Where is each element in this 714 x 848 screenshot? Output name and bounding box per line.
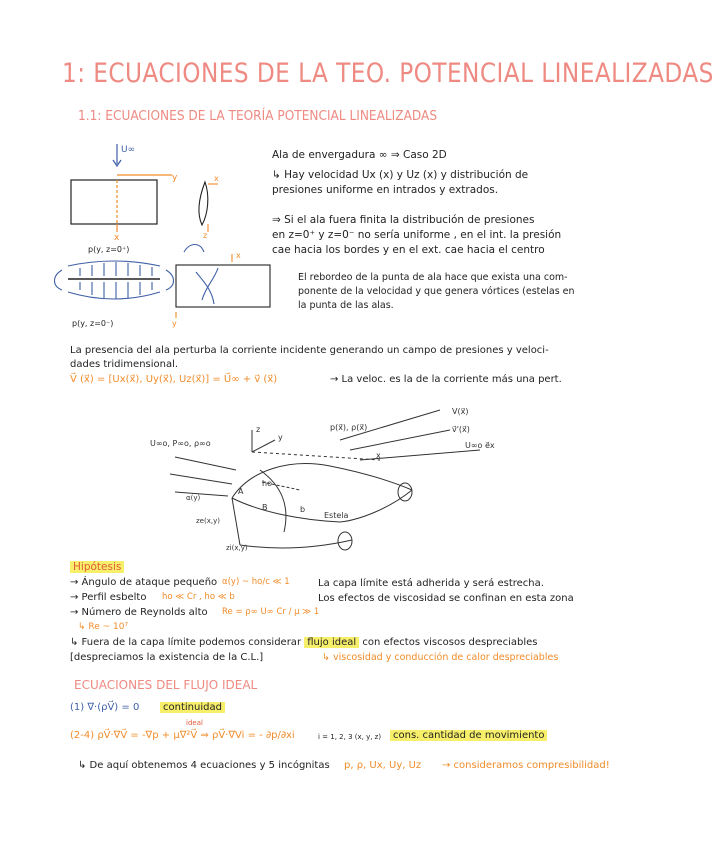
hypotheses-heading: Hipótesis	[70, 560, 124, 575]
freestream-label: U∞o, P∞o, ρ∞o	[150, 439, 211, 448]
hypothesis-1-math: α(y) ~ ho/c ≪ 1	[222, 577, 290, 587]
stela-label: Estela	[324, 511, 349, 520]
note-line4a: El rebordeo de la punta de ala hace que exista una com-	[298, 272, 568, 283]
b-label: b	[300, 505, 306, 514]
conclusion-note: ↳ viscosidad y conducción de calor despreciables	[322, 652, 559, 663]
pressure-upper-label: p(y, z=0⁺)	[88, 245, 130, 254]
alpha-label: α(y)	[186, 494, 201, 502]
z-axis-label-side: z	[203, 231, 208, 240]
note-line2a: ↳ Hay velocidad Ux (x) y Uz (x) y distribución de	[272, 169, 529, 181]
perturbation-line2: dades tridimensional.	[70, 359, 179, 370]
u-ex-label: U∞o e⃗x	[465, 441, 495, 450]
point-a-label: A	[238, 487, 244, 496]
hypothesis-3-note: ↳ Re ~ 10⁷	[78, 622, 129, 632]
pressure-distribution-sketch	[55, 261, 174, 299]
section-subtitle: 1.1: ECUACIONES DE LA TEORÍA POTENCIAL LINEALIZADAS	[78, 108, 438, 124]
y-axis-label-top: y	[172, 173, 178, 183]
note-line3c: cae hacia los bordes y en el ext. cae hacia el centro	[272, 244, 545, 256]
momentum-index: i = 1, 2, 3 (x, y, z)	[318, 733, 382, 741]
side-note-1: La capa límite está adherida y será estrecha.	[318, 578, 544, 589]
momentum-label: cons. cantidad de movimiento	[390, 728, 547, 743]
equation-momentum: (2-4) ρV⃗·∇V⃗ = -∇p + μ∇²V⃗ ⇒ ρV⃗·∇Vi = - ∂p/∂xi	[70, 730, 295, 741]
ideal-tag: ideal	[186, 719, 203, 727]
note-line4b: ponente de la velocidad y que genera vórtices (estelas en	[298, 286, 575, 297]
ho-label: ho	[262, 479, 272, 488]
perturbation-line1: La presencia del ala perturba la corriente incidente generando un campo de presiones y veloci-	[70, 345, 549, 356]
velocity-equation: V⃗ (x⃗) = [Ux(x⃗), Uy(x⃗), Uz(x⃗)] = U⃗∞ + v⃗ (x⃗)	[70, 374, 278, 385]
fig-y-label: y	[278, 433, 283, 442]
note-line2b: presiones uniforme en intrados y extrados.	[272, 184, 499, 196]
wing-planform-sketch	[71, 144, 172, 232]
hypothesis-1: → Ángulo de ataque pequeño	[70, 577, 218, 588]
equation-continuity: (1) ∇·(ρV⃗) = 0	[70, 702, 140, 713]
hypothesis-3-math: Re = ρ∞ U∞ Cr / μ ≫ 1	[222, 607, 320, 617]
conclusion-line1: ↳ Fuera de la capa límite podemos considerar flujo ideal con efectos viscosos despreciables	[70, 637, 538, 648]
x-axis-label-top: x	[114, 233, 120, 243]
p-rho-label: p(x⃗), ρ(x⃗)	[330, 423, 368, 432]
continuity-label: continuidad	[160, 700, 225, 715]
point-b-label: B	[262, 503, 268, 512]
u-inf-label-top: U∞	[121, 145, 136, 155]
final-statement: ↳ De aquí obtenemos 4 ecuaciones y 5 incógnitas	[78, 760, 330, 771]
ze-label: ze(x,y)	[196, 517, 220, 525]
side-note-2: Los efectos de viscosidad se confinan en esta zona	[318, 593, 574, 604]
airfoil-profile-sketch	[199, 182, 218, 232]
zi-label: zi(x,y)	[226, 544, 248, 552]
fig-z-label: z	[256, 425, 261, 434]
hypothesis-2: → Perfil esbelto	[70, 592, 147, 603]
note-line1: Ala de envergadura ∞ ⇒ Caso 2D	[272, 149, 447, 161]
page-title: 1: ECUACIONES DE LA TEO. POTENCIAL LINEALIZADAS	[62, 58, 714, 89]
vortex-sketch	[176, 245, 270, 319]
note-line4c: la punta de las alas.	[298, 300, 394, 311]
velocity-equation-note: → La veloc. es la de la corriente más una pert.	[330, 374, 562, 385]
fig-x-label: x	[376, 451, 381, 460]
wing-3d-figure	[170, 410, 480, 550]
ideal-flow-heading: ECUACIONES DEL FLUJO IDEAL	[74, 678, 258, 692]
y-axis-label-vortex: y	[172, 319, 177, 328]
v-vector-label: V(x⃗)	[452, 407, 469, 416]
v-prime-label: v⃗'(x⃗)	[452, 425, 470, 434]
note-line3a: ⇒ Si el ala fuera finita la distribución de presiones	[272, 214, 535, 226]
note-line3b: en z=0⁺ y z=0⁻ no sería uniforme , en el int. la presión	[272, 229, 562, 241]
final-variables: p, ρ, Ux, Uy, Uz	[344, 760, 422, 771]
x-axis-label-vortex: x	[236, 251, 241, 260]
pressure-lower-label: p(y, z=0⁻)	[72, 319, 114, 328]
x-axis-label-side: x	[214, 174, 219, 183]
final-note: → consideramos compresibilidad!	[442, 760, 610, 771]
hypothesis-3: → Número de Reynolds alto	[70, 607, 208, 618]
conclusion-line2: [despreciamos la existencia de la C.L.]	[70, 652, 264, 663]
hypothesis-2-math: ho ≪ Cr , ho ≪ b	[162, 592, 235, 602]
